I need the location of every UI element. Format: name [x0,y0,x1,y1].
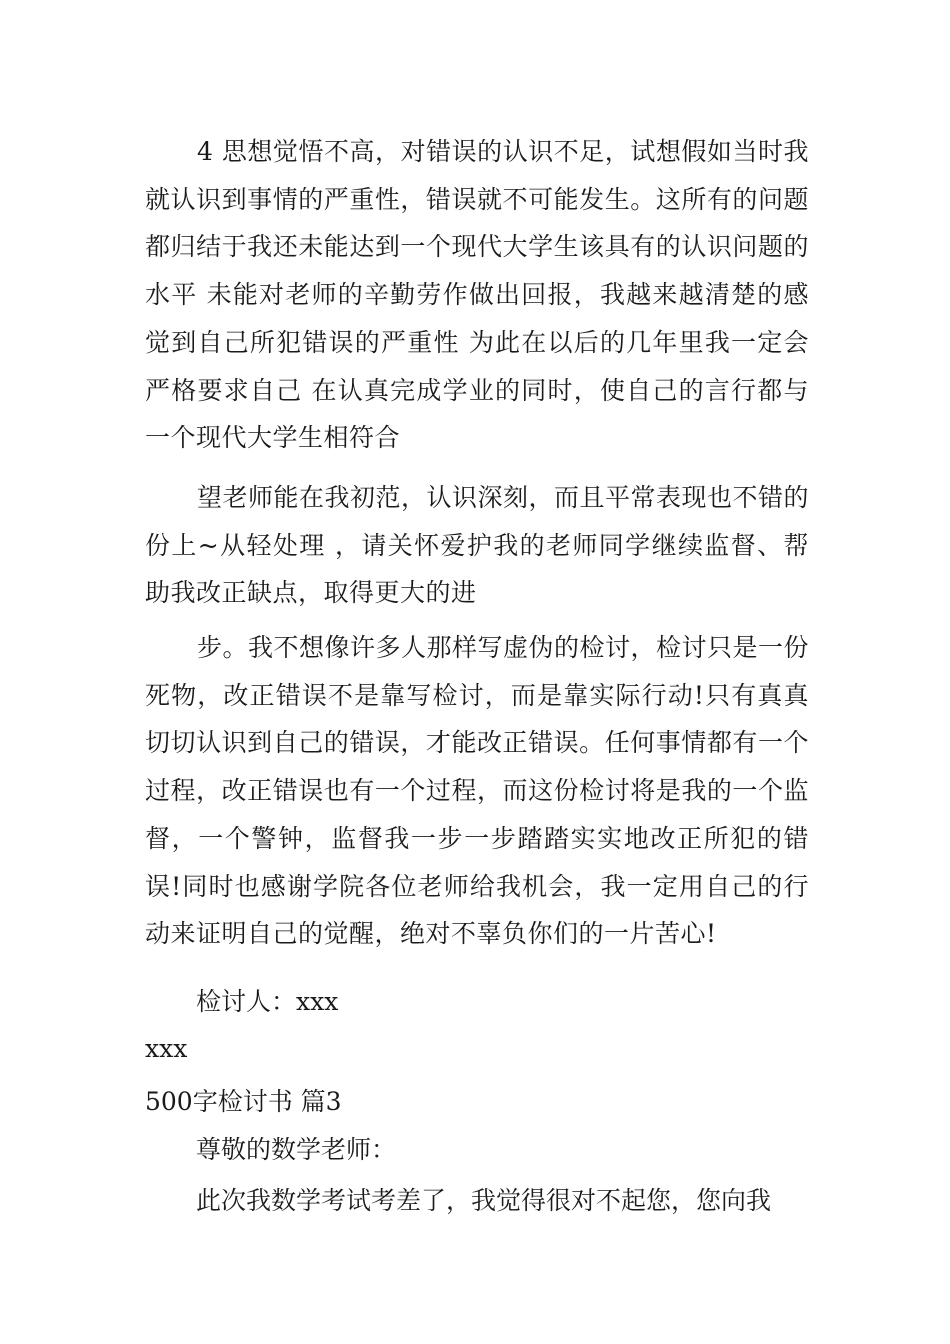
signature-label: 检讨人：xxx [196,987,339,1016]
paragraph-request-leniency: 望老师能在我初范，认识深刻，而且平常表现也不错的份上~从轻处理 ，请关怀爱护我的老师同学继续监督、帮助我改正缺点，取得更大的进 [145,483,810,608]
letter-opening-line: 此次我数学考试考差了，我觉得很对不起您，您向我 [196,1186,772,1215]
signature-name: xxx [145,1034,188,1063]
paragraph-commitment: 步。我不想像许多人那样写虚伪的检讨，检讨只是一份死物，改正错误不是靠写检讨，而是靠实际行动!只有真真切切认识到自己的错误，才能改正错误。任何事情都有一个过程，改正错误也有一个过程，而这份检讨将是我的一个监督，一个警钟，监督我一步一步踏踏实实地改正所犯的错误!同时也感谢学院各位老师给我机会，我一定用自己的行动来证明自己的觉醒，绝对不辜负你们的一片苦心! [145,633,810,949]
section-heading: 500字检讨书 篇3 [145,1087,342,1116]
paragraph-self-reflection: 4 思想觉悟不高，对错误的认识不足，试想假如当时我就认识到事情的严重性，错误就不可能发生。这所有的问题都归结于我还未能达到一个现代大学生该具有的认识问题的水平 未能对老师的辛勤劳作做出回报，我越来越清楚的感觉到自己所犯错误的严重性 为此在以后的几年里我一定会严格要求自己 在认真完成学业的同时，使自己的言行都与一个现代大学生相符合 [145,137,809,453]
letter-greeting: 尊敬的数学老师： [196,1135,397,1164]
